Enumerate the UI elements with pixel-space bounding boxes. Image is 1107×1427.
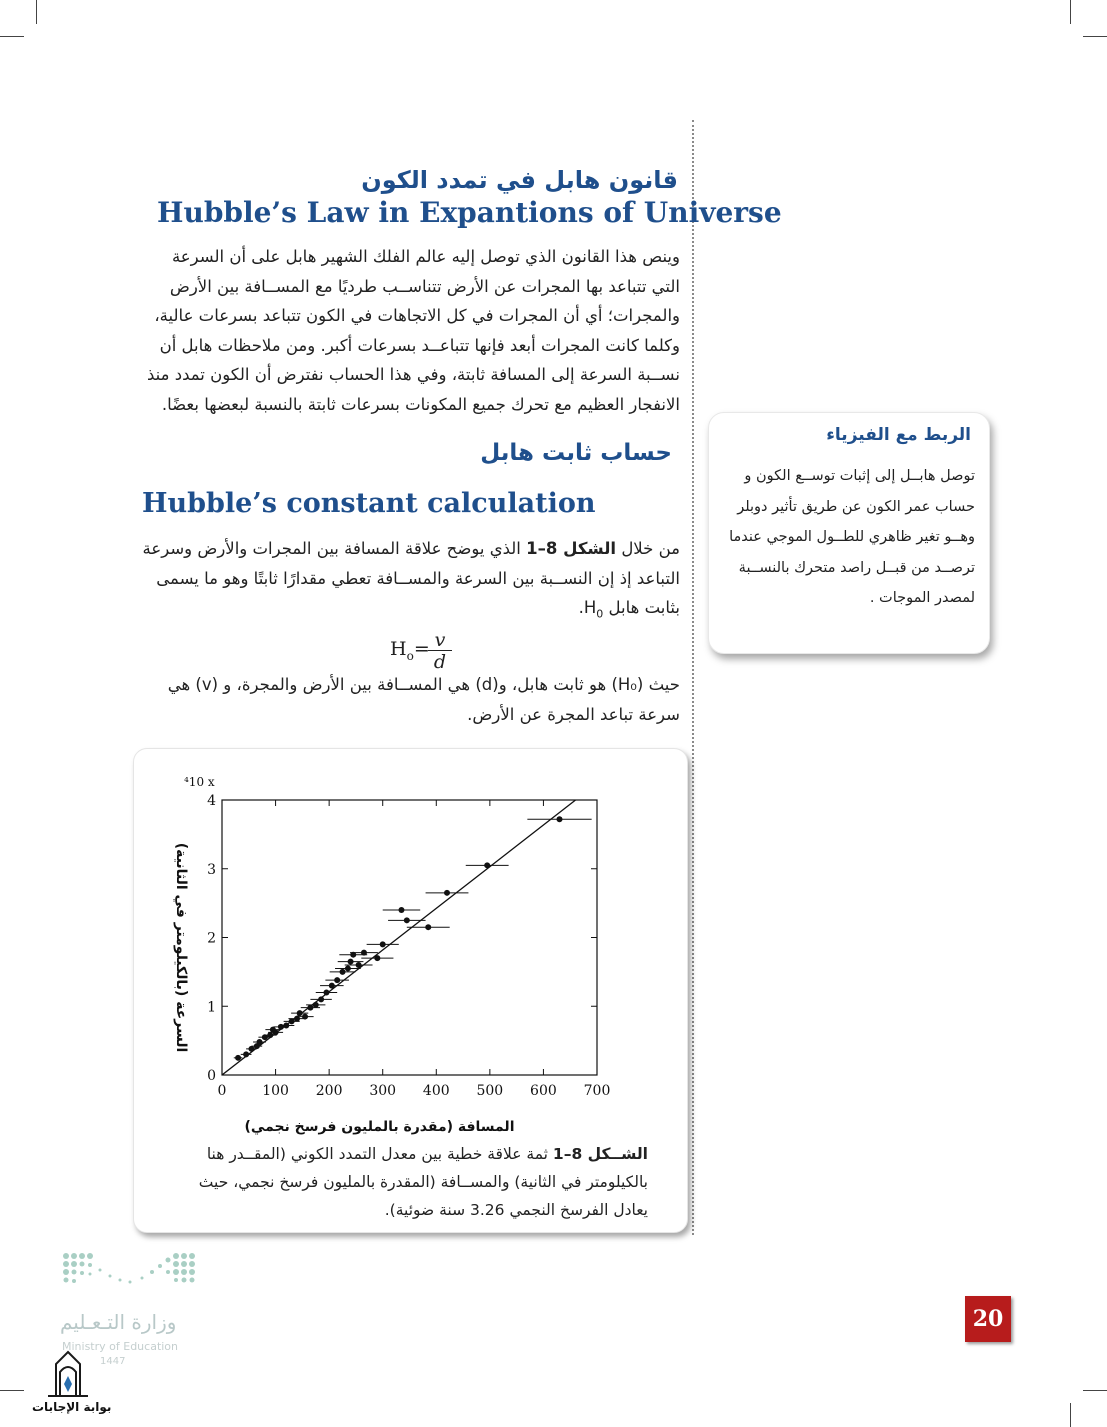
paragraph-text: . (578, 598, 584, 618)
x-tick-label: 400 (422, 1083, 450, 1099)
section-title-en: Hubble’s Law in Expantions of Universe (157, 196, 782, 229)
data-point (380, 941, 386, 947)
physics-link-title: الربط مع الفيزياء (826, 425, 971, 445)
x-tick-label: 100 (262, 1083, 289, 1099)
portal-name: بوابة الإجابات (32, 1400, 112, 1414)
data-point (340, 969, 346, 975)
ministry-name-ar: وزارة التـعـليم (60, 1310, 177, 1334)
y-tick-label: 2 (207, 930, 216, 947)
figure-caption (165, 1140, 648, 1224)
data-point (329, 983, 335, 989)
data-point (289, 1018, 295, 1024)
formula-symbol: H (390, 638, 407, 660)
paragraph-text: الذي يوضح علاقة المسافة بين المجرات والأرض وسرعة التباعد إذ إن النســبة بين السرعة والمســافة تعطي مقدارًا ثابتًا وهو ما يسمى بثابت هابل H (142, 539, 680, 618)
data-point (323, 990, 329, 996)
x-tick-label: 300 (369, 1083, 397, 1099)
x-tick-label: 500 (476, 1083, 504, 1099)
data-point (248, 1046, 254, 1052)
formula-lhs (390, 638, 430, 663)
data-point (318, 996, 324, 1002)
crop-mark (1070, 0, 1071, 24)
figure-reference: الشكل 8–1 (526, 539, 617, 558)
data-point (425, 924, 431, 930)
crop-mark (0, 1390, 24, 1391)
caption-label: الشــكل 8–1 (552, 1145, 648, 1163)
data-point (444, 890, 450, 896)
data-point (297, 1010, 303, 1016)
crop-mark (1083, 36, 1107, 37)
formula-numerator: v (428, 630, 452, 651)
data-point (302, 1014, 308, 1020)
hubble-chart (150, 770, 620, 1140)
data-point (243, 1051, 249, 1057)
ministry-logo-dots (60, 1250, 210, 1300)
subsection-title-ar: حساب ثابت هابل (480, 440, 672, 466)
data-point (374, 955, 380, 961)
x-tick-label: 600 (530, 1083, 557, 1099)
data-point (267, 1032, 273, 1038)
data-point (398, 907, 404, 913)
subscript: 0 (596, 607, 604, 621)
subsection-title-en: Hubble’s constant calculation (142, 488, 596, 519)
data-point (283, 1023, 289, 1029)
data-point (278, 1024, 284, 1030)
data-point (334, 977, 340, 983)
section-title-ar: قانون هابل في تمدد الكون (361, 166, 678, 194)
data-point (557, 816, 563, 822)
y-axis-label: السرعة (بالكيلومتر في الثانية) (173, 842, 189, 1053)
data-point (404, 917, 410, 923)
x-tick-label: 700 (583, 1083, 611, 1099)
data-point (307, 1005, 313, 1011)
y-tick-label: 3 (207, 861, 216, 878)
hubble-law-paragraph: وينص هذا القانون الذي توصل إليه عالم الفلك الشهير هابل على أن السرعة التي تتباعد بها المجرات عن الأرض تتناســب طرديًا مع المســافة بين الأرض والمجرات؛ أي أن المجرات في كل الاتجاهات في الكون تتباعد بسرعات عالية، وكلما كانت المجرات أبعد فإنها تتباعــد بسرعات أكبر. ومن ملاحظات هابل أن نســبة السرعة إلى المسافة ثابتة، وفي هذا الحساب نفترض أن الكون تمدد منذ الانفجار العظيم مع تحرك جميع المكونات بسرعات ثابتة بالنسبة لبعضها بعضًا. (147, 247, 680, 414)
ministry-name-en: Ministry of Education (62, 1340, 179, 1353)
y-tick-label: 4 (207, 793, 216, 809)
caption-text: ثمة علاقة خطية بين معدل التمدد الكوني (المقــدر هنا بالكيلومتر في الثانية) والمســافة (المقدرة بالمليون فرسخ نجمي، حيث يعادل الفرسخ النجمي 3.26 سنة ضوئية). (198, 1145, 648, 1219)
formula-subscript: o (406, 648, 414, 663)
data-point (273, 1029, 279, 1035)
x-axis-label: المسافة (مقدرة بالمليون فرسخ نجمي) (244, 1119, 515, 1135)
paragraph-text: من خلال (616, 539, 680, 558)
plot-frame (222, 800, 597, 1075)
formula-explanation: حيث (H₀) هو ثابت هابل، و(d) هي المســافة بين الأرض والمجرة، و (v) هي سرعة تباعد المجرة عن الأرض. (167, 675, 680, 724)
hubble-constant-paragraph (140, 534, 680, 629)
data-point (235, 1055, 241, 1061)
x-tick-label: 200 (315, 1083, 343, 1099)
x-tick-label: 0 (217, 1083, 227, 1099)
physics-link-box (708, 412, 990, 654)
crop-mark (1083, 1390, 1107, 1391)
ministry-year: 1447 (100, 1356, 126, 1367)
page-number: 20 (965, 1296, 1011, 1342)
data-point (345, 965, 351, 971)
data-point (257, 1039, 263, 1045)
y-tick-label: 0 (207, 1068, 216, 1084)
y-tick-label: 1 (207, 999, 216, 1016)
formula-equals: = (413, 638, 430, 660)
crop-mark (0, 36, 24, 37)
physics-link-text: توصل هابــل إلى إثبات توســع الكون و حساب عمر الكون عن طريق تأثير دوبلر وهــو تغير ظاهري للطــول الموجي عندما ترصــد من قبــل راصد متحرك بالنســبة لمصدر الموجات . (729, 468, 975, 606)
data-point (361, 950, 367, 956)
data-point (348, 959, 354, 965)
crop-mark (1070, 1403, 1071, 1427)
hubble-formula (390, 629, 470, 673)
data-point (484, 862, 490, 868)
formula-fraction (428, 630, 452, 673)
column-divider (692, 120, 694, 1235)
y-multiplier-label: ⁴10 x (184, 775, 215, 789)
data-point (356, 962, 362, 968)
formula-denominator: d (433, 651, 447, 673)
crop-mark (36, 0, 37, 24)
data-point (313, 1002, 319, 1008)
